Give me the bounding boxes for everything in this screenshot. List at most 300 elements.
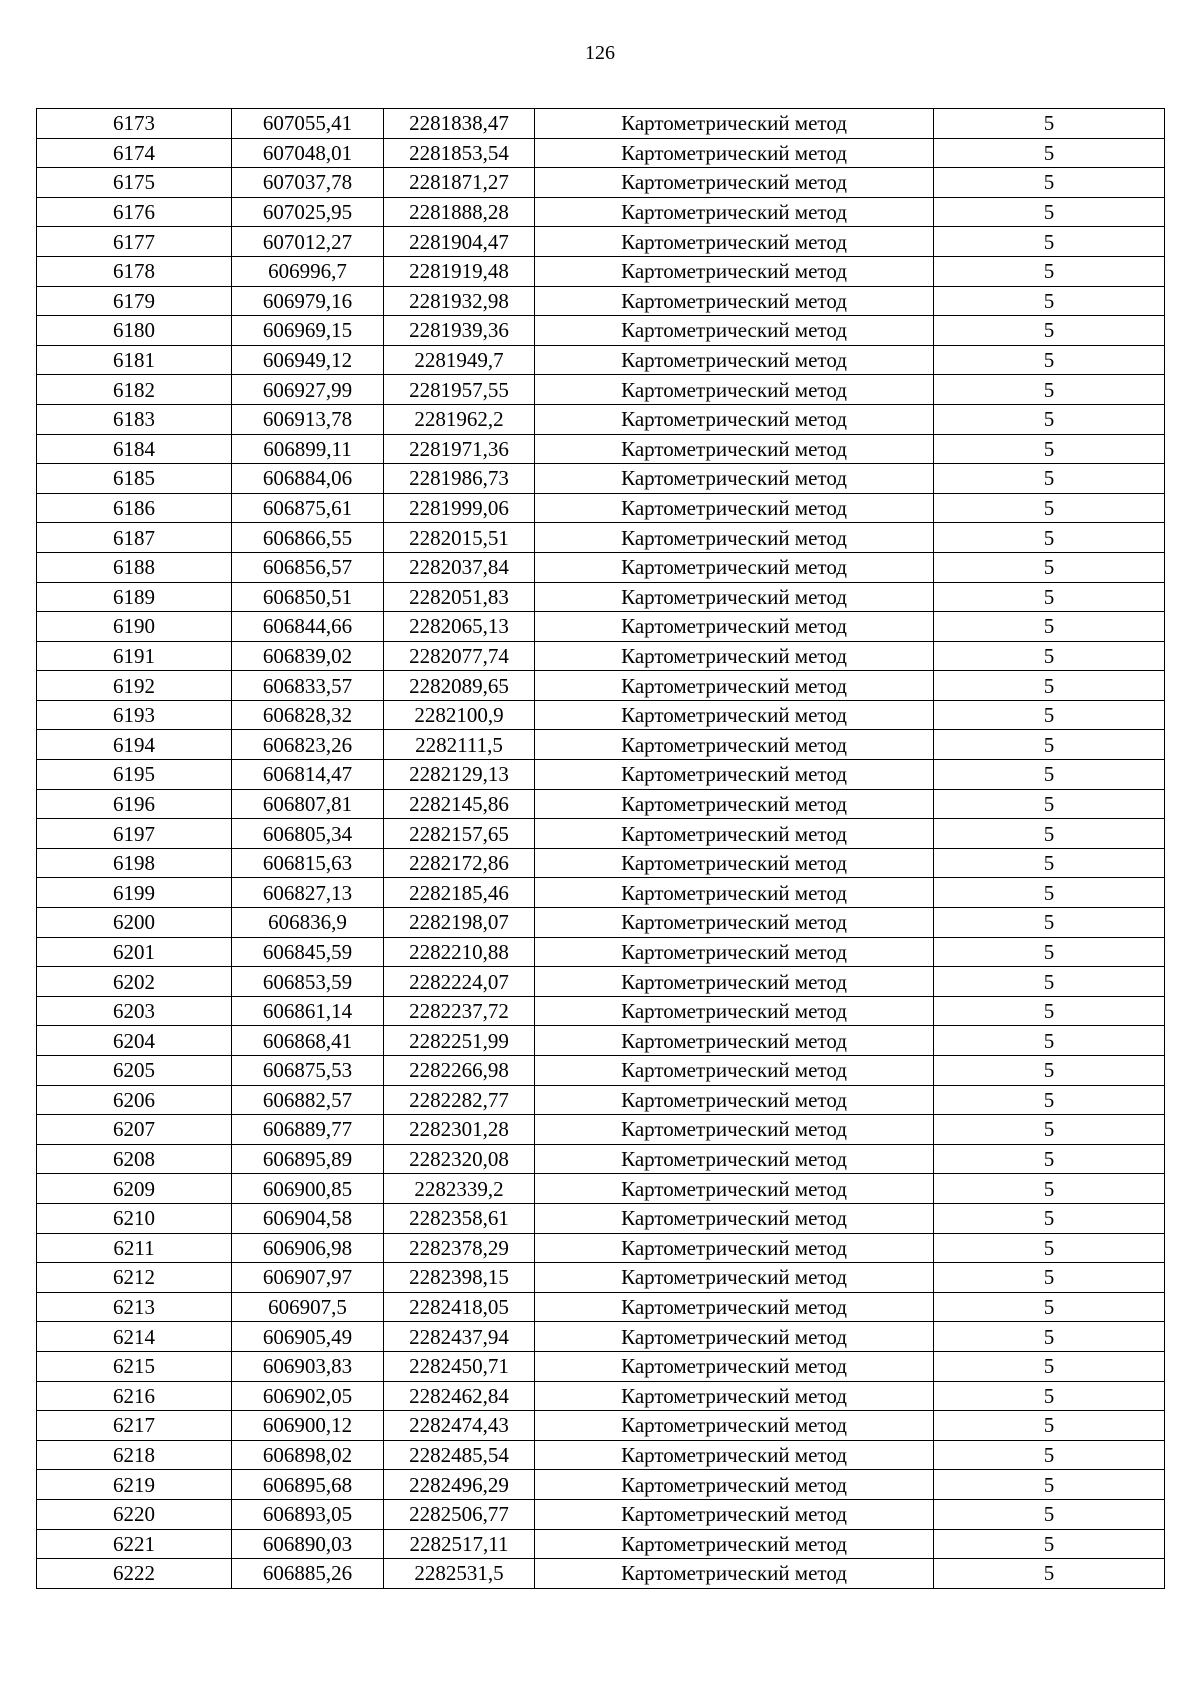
table-row <box>37 1292 1165 1322</box>
point-number-cell: 6216 <box>37 1381 232 1411</box>
method-cell: Картометрический метод <box>535 1056 934 1086</box>
y-coordinate-cell: 2282398,15 <box>384 1263 535 1293</box>
method-cell: Картометрический метод <box>535 109 934 139</box>
point-number-cell: 6210 <box>37 1203 232 1233</box>
x-coordinate-cell: 606850,51 <box>232 582 384 612</box>
y-coordinate-cell: 2281999,06 <box>384 493 535 523</box>
accuracy-cell: 5 <box>934 286 1165 316</box>
y-coordinate-cell: 2282301,28 <box>384 1115 535 1145</box>
table-row <box>37 1440 1165 1470</box>
point-number-cell: 6198 <box>37 848 232 878</box>
y-coordinate-cell: 2281986,73 <box>384 464 535 494</box>
table-row <box>37 700 1165 730</box>
table-row <box>37 1351 1165 1381</box>
method-cell: Картометрический метод <box>535 1174 934 1204</box>
method-cell: Картометрический метод <box>535 760 934 790</box>
method-cell: Картометрический метод <box>535 552 934 582</box>
point-number-cell: 6191 <box>37 641 232 671</box>
method-cell: Картометрический метод <box>535 1085 934 1115</box>
point-number-cell: 6217 <box>37 1411 232 1441</box>
point-number-cell: 6220 <box>37 1499 232 1529</box>
method-cell: Картометрический метод <box>535 1144 934 1174</box>
method-cell: Картометрический метод <box>535 730 934 760</box>
point-number-cell: 6182 <box>37 375 232 405</box>
point-number-cell: 6219 <box>37 1470 232 1500</box>
method-cell: Картометрический метод <box>535 1559 934 1589</box>
accuracy-cell: 5 <box>934 1381 1165 1411</box>
method-cell: Картометрический метод <box>535 434 934 464</box>
y-coordinate-cell: 2282496,29 <box>384 1470 535 1500</box>
y-coordinate-cell: 2282266,98 <box>384 1056 535 1086</box>
table-row <box>37 1411 1165 1441</box>
y-coordinate-cell: 2281853,54 <box>384 138 535 168</box>
coordinates-table <box>36 108 1165 1589</box>
method-cell: Картометрический метод <box>535 1263 934 1293</box>
table-row <box>37 1263 1165 1293</box>
point-number-cell: 6201 <box>37 937 232 967</box>
x-coordinate-cell: 606893,05 <box>232 1499 384 1529</box>
y-coordinate-cell: 2282077,74 <box>384 641 535 671</box>
accuracy-cell: 5 <box>934 612 1165 642</box>
method-cell: Картометрический метод <box>535 612 934 642</box>
table-row <box>37 316 1165 346</box>
y-coordinate-cell: 2282065,13 <box>384 612 535 642</box>
table-row <box>37 996 1165 1026</box>
method-cell: Картометрический метод <box>535 168 934 198</box>
accuracy-cell: 5 <box>934 1292 1165 1322</box>
y-coordinate-cell: 2282237,72 <box>384 996 535 1026</box>
method-cell: Картометрический метод <box>535 967 934 997</box>
y-coordinate-cell: 2282172,86 <box>384 848 535 878</box>
x-coordinate-cell: 606899,11 <box>232 434 384 464</box>
method-cell: Картометрический метод <box>535 1381 934 1411</box>
y-coordinate-cell: 2281919,48 <box>384 256 535 286</box>
y-coordinate-cell: 2282437,94 <box>384 1322 535 1352</box>
point-number-cell: 6197 <box>37 819 232 849</box>
y-coordinate-cell: 2282100,9 <box>384 700 535 730</box>
table-row <box>37 878 1165 908</box>
point-number-cell: 6196 <box>37 789 232 819</box>
x-coordinate-cell: 606907,97 <box>232 1263 384 1293</box>
method-cell: Картометрический метод <box>535 227 934 257</box>
accuracy-cell: 5 <box>934 1322 1165 1352</box>
table-row <box>37 1056 1165 1086</box>
point-number-cell: 6178 <box>37 256 232 286</box>
accuracy-cell: 5 <box>934 641 1165 671</box>
accuracy-cell: 5 <box>934 552 1165 582</box>
point-number-cell: 6193 <box>37 700 232 730</box>
y-coordinate-cell: 2282224,07 <box>384 967 535 997</box>
method-cell: Картометрический метод <box>535 375 934 405</box>
method-cell: Картометрический метод <box>535 197 934 227</box>
method-cell: Картометрический метод <box>535 1233 934 1263</box>
y-coordinate-cell: 2282015,51 <box>384 523 535 553</box>
point-number-cell: 6189 <box>37 582 232 612</box>
table-row <box>37 1381 1165 1411</box>
method-cell: Картометрический метод <box>535 671 934 701</box>
point-number-cell: 6187 <box>37 523 232 553</box>
accuracy-cell: 5 <box>934 1499 1165 1529</box>
table-row <box>37 671 1165 701</box>
point-number-cell: 6194 <box>37 730 232 760</box>
y-coordinate-cell: 2282198,07 <box>384 908 535 938</box>
accuracy-cell: 5 <box>934 908 1165 938</box>
point-number-cell: 6188 <box>37 552 232 582</box>
method-cell: Картометрический метод <box>535 1203 934 1233</box>
x-coordinate-cell: 606890,03 <box>232 1529 384 1559</box>
y-coordinate-cell: 2282145,86 <box>384 789 535 819</box>
y-coordinate-cell: 2281871,27 <box>384 168 535 198</box>
accuracy-cell: 5 <box>934 671 1165 701</box>
y-coordinate-cell: 2282185,46 <box>384 878 535 908</box>
point-number-cell: 6183 <box>37 404 232 434</box>
table-row <box>37 1470 1165 1500</box>
point-number-cell: 6184 <box>37 434 232 464</box>
accuracy-cell: 5 <box>934 878 1165 908</box>
accuracy-cell: 5 <box>934 996 1165 1026</box>
x-coordinate-cell: 607048,01 <box>232 138 384 168</box>
method-cell: Картометрический метод <box>535 1115 934 1145</box>
x-coordinate-cell: 606833,57 <box>232 671 384 701</box>
x-coordinate-cell: 606807,81 <box>232 789 384 819</box>
x-coordinate-cell: 606805,34 <box>232 819 384 849</box>
x-coordinate-cell: 606906,98 <box>232 1233 384 1263</box>
method-cell: Картометрический метод <box>535 286 934 316</box>
x-coordinate-cell: 606868,41 <box>232 1026 384 1056</box>
accuracy-cell: 5 <box>934 1470 1165 1500</box>
y-coordinate-cell: 2281904,47 <box>384 227 535 257</box>
point-number-cell: 6181 <box>37 345 232 375</box>
y-coordinate-cell: 2282157,65 <box>384 819 535 849</box>
accuracy-cell: 5 <box>934 316 1165 346</box>
x-coordinate-cell: 606856,57 <box>232 552 384 582</box>
point-number-cell: 6179 <box>37 286 232 316</box>
x-coordinate-cell: 607055,41 <box>232 109 384 139</box>
x-coordinate-cell: 606913,78 <box>232 404 384 434</box>
x-coordinate-cell: 606889,77 <box>232 1115 384 1145</box>
y-coordinate-cell: 2282378,29 <box>384 1233 535 1263</box>
point-number-cell: 6206 <box>37 1085 232 1115</box>
point-number-cell: 6176 <box>37 197 232 227</box>
method-cell: Картометрический метод <box>535 1440 934 1470</box>
method-cell: Картометрический метод <box>535 1322 934 1352</box>
x-coordinate-cell: 606845,59 <box>232 937 384 967</box>
y-coordinate-cell: 2281949,7 <box>384 345 535 375</box>
x-coordinate-cell: 606895,68 <box>232 1470 384 1500</box>
x-coordinate-cell: 606836,9 <box>232 908 384 938</box>
table-row <box>37 1203 1165 1233</box>
method-cell: Картометрический метод <box>535 345 934 375</box>
accuracy-cell: 5 <box>934 937 1165 967</box>
x-coordinate-cell: 606844,66 <box>232 612 384 642</box>
table-row <box>37 937 1165 967</box>
x-coordinate-cell: 606902,05 <box>232 1381 384 1411</box>
accuracy-cell: 5 <box>934 730 1165 760</box>
y-coordinate-cell: 2282485,54 <box>384 1440 535 1470</box>
x-coordinate-cell: 606828,32 <box>232 700 384 730</box>
point-number-cell: 6222 <box>37 1559 232 1589</box>
y-coordinate-cell: 2282474,43 <box>384 1411 535 1441</box>
point-number-cell: 6214 <box>37 1322 232 1352</box>
y-coordinate-cell: 2282358,61 <box>384 1203 535 1233</box>
table-row <box>37 493 1165 523</box>
accuracy-cell: 5 <box>934 109 1165 139</box>
table-row <box>37 109 1165 139</box>
x-coordinate-cell: 606861,14 <box>232 996 384 1026</box>
y-coordinate-cell: 2282320,08 <box>384 1144 535 1174</box>
table-row <box>37 582 1165 612</box>
method-cell: Картометрический метод <box>535 1351 934 1381</box>
y-coordinate-cell: 2282450,71 <box>384 1351 535 1381</box>
point-number-cell: 6211 <box>37 1233 232 1263</box>
y-coordinate-cell: 2282282,77 <box>384 1085 535 1115</box>
table-row <box>37 1322 1165 1352</box>
x-coordinate-cell: 606996,7 <box>232 256 384 286</box>
coordinates-table-body <box>37 109 1165 1589</box>
x-coordinate-cell: 606875,53 <box>232 1056 384 1086</box>
table-row <box>37 730 1165 760</box>
accuracy-cell: 5 <box>934 227 1165 257</box>
method-cell: Картометрический метод <box>535 848 934 878</box>
method-cell: Картометрический метод <box>535 493 934 523</box>
table-row <box>37 138 1165 168</box>
table-row <box>37 612 1165 642</box>
method-cell: Картометрический метод <box>535 404 934 434</box>
table-row <box>37 641 1165 671</box>
point-number-cell: 6213 <box>37 1292 232 1322</box>
x-coordinate-cell: 606895,89 <box>232 1144 384 1174</box>
accuracy-cell: 5 <box>934 582 1165 612</box>
table-row <box>37 1499 1165 1529</box>
point-number-cell: 6199 <box>37 878 232 908</box>
y-coordinate-cell: 2282037,84 <box>384 552 535 582</box>
table-row <box>37 552 1165 582</box>
x-coordinate-cell: 606827,13 <box>232 878 384 908</box>
table-row <box>37 464 1165 494</box>
x-coordinate-cell: 606907,5 <box>232 1292 384 1322</box>
y-coordinate-cell: 2282129,13 <box>384 760 535 790</box>
point-number-cell: 6205 <box>37 1056 232 1086</box>
x-coordinate-cell: 606949,12 <box>232 345 384 375</box>
table-row <box>37 1233 1165 1263</box>
accuracy-cell: 5 <box>934 464 1165 494</box>
point-number-cell: 6218 <box>37 1440 232 1470</box>
method-cell: Картометрический метод <box>535 1499 934 1529</box>
y-coordinate-cell: 2281888,28 <box>384 197 535 227</box>
y-coordinate-cell: 2282517,11 <box>384 1529 535 1559</box>
x-coordinate-cell: 606904,58 <box>232 1203 384 1233</box>
y-coordinate-cell: 2281932,98 <box>384 286 535 316</box>
point-number-cell: 6186 <box>37 493 232 523</box>
point-number-cell: 6192 <box>37 671 232 701</box>
accuracy-cell: 5 <box>934 700 1165 730</box>
method-cell: Картометрический метод <box>535 523 934 553</box>
x-coordinate-cell: 606882,57 <box>232 1085 384 1115</box>
method-cell: Картометрический метод <box>535 1026 934 1056</box>
accuracy-cell: 5 <box>934 789 1165 819</box>
accuracy-cell: 5 <box>934 256 1165 286</box>
point-number-cell: 6200 <box>37 908 232 938</box>
x-coordinate-cell: 606905,49 <box>232 1322 384 1352</box>
table-row <box>37 967 1165 997</box>
method-cell: Картометрический метод <box>535 464 934 494</box>
y-coordinate-cell: 2281939,36 <box>384 316 535 346</box>
accuracy-cell: 5 <box>934 1174 1165 1204</box>
x-coordinate-cell: 607037,78 <box>232 168 384 198</box>
table-row <box>37 1559 1165 1589</box>
y-coordinate-cell: 2282339,2 <box>384 1174 535 1204</box>
method-cell: Картометрический метод <box>535 908 934 938</box>
page-number: 126 <box>585 42 615 64</box>
table-row <box>37 197 1165 227</box>
point-number-cell: 6202 <box>37 967 232 997</box>
y-coordinate-cell: 2282418,05 <box>384 1292 535 1322</box>
table-row <box>37 819 1165 849</box>
x-coordinate-cell: 606814,47 <box>232 760 384 790</box>
accuracy-cell: 5 <box>934 848 1165 878</box>
x-coordinate-cell: 606898,02 <box>232 1440 384 1470</box>
point-number-cell: 6173 <box>37 109 232 139</box>
x-coordinate-cell: 606903,83 <box>232 1351 384 1381</box>
method-cell: Картометрический метод <box>535 1292 934 1322</box>
x-coordinate-cell: 606853,59 <box>232 967 384 997</box>
method-cell: Картометрический метод <box>535 138 934 168</box>
x-coordinate-cell: 606839,02 <box>232 641 384 671</box>
accuracy-cell: 5 <box>934 523 1165 553</box>
table-row <box>37 908 1165 938</box>
accuracy-cell: 5 <box>934 1056 1165 1086</box>
y-coordinate-cell: 2282111,5 <box>384 730 535 760</box>
accuracy-cell: 5 <box>934 493 1165 523</box>
accuracy-cell: 5 <box>934 345 1165 375</box>
accuracy-cell: 5 <box>934 1085 1165 1115</box>
accuracy-cell: 5 <box>934 1559 1165 1589</box>
y-coordinate-cell: 2281838,47 <box>384 109 535 139</box>
table-row <box>37 1026 1165 1056</box>
accuracy-cell: 5 <box>934 1026 1165 1056</box>
method-cell: Картометрический метод <box>535 878 934 908</box>
table-row <box>37 789 1165 819</box>
y-coordinate-cell: 2282051,83 <box>384 582 535 612</box>
point-number-cell: 6180 <box>37 316 232 346</box>
accuracy-cell: 5 <box>934 197 1165 227</box>
table-row <box>37 1529 1165 1559</box>
y-coordinate-cell: 2281971,36 <box>384 434 535 464</box>
accuracy-cell: 5 <box>934 138 1165 168</box>
accuracy-cell: 5 <box>934 434 1165 464</box>
x-coordinate-cell: 606900,85 <box>232 1174 384 1204</box>
accuracy-cell: 5 <box>934 1144 1165 1174</box>
accuracy-cell: 5 <box>934 168 1165 198</box>
point-number-cell: 6175 <box>37 168 232 198</box>
point-number-cell: 6185 <box>37 464 232 494</box>
table-row <box>37 434 1165 464</box>
y-coordinate-cell: 2282506,77 <box>384 1499 535 1529</box>
table-row <box>37 760 1165 790</box>
table-row <box>37 227 1165 257</box>
x-coordinate-cell: 606969,15 <box>232 316 384 346</box>
method-cell: Картометрический метод <box>535 316 934 346</box>
table-row <box>37 1115 1165 1145</box>
table-row <box>37 1144 1165 1174</box>
accuracy-cell: 5 <box>934 967 1165 997</box>
x-coordinate-cell: 606885,26 <box>232 1559 384 1589</box>
table-row <box>37 168 1165 198</box>
method-cell: Картометрический метод <box>535 582 934 612</box>
point-number-cell: 6190 <box>37 612 232 642</box>
table-row <box>37 848 1165 878</box>
table-row <box>37 375 1165 405</box>
accuracy-cell: 5 <box>934 1440 1165 1470</box>
accuracy-cell: 5 <box>934 1263 1165 1293</box>
method-cell: Картометрический метод <box>535 256 934 286</box>
method-cell: Картометрический метод <box>535 819 934 849</box>
accuracy-cell: 5 <box>934 375 1165 405</box>
point-number-cell: 6195 <box>37 760 232 790</box>
table-row <box>37 286 1165 316</box>
point-number-cell: 6204 <box>37 1026 232 1056</box>
y-coordinate-cell: 2281957,55 <box>384 375 535 405</box>
table-row <box>37 523 1165 553</box>
table-row <box>37 1174 1165 1204</box>
point-number-cell: 6215 <box>37 1351 232 1381</box>
accuracy-cell: 5 <box>934 1529 1165 1559</box>
table-row <box>37 256 1165 286</box>
method-cell: Картометрический метод <box>535 1529 934 1559</box>
point-number-cell: 6209 <box>37 1174 232 1204</box>
point-number-cell: 6207 <box>37 1115 232 1145</box>
point-number-cell: 6221 <box>37 1529 232 1559</box>
y-coordinate-cell: 2282251,99 <box>384 1026 535 1056</box>
accuracy-cell: 5 <box>934 760 1165 790</box>
point-number-cell: 6203 <box>37 996 232 1026</box>
accuracy-cell: 5 <box>934 404 1165 434</box>
accuracy-cell: 5 <box>934 1115 1165 1145</box>
x-coordinate-cell: 606815,63 <box>232 848 384 878</box>
method-cell: Картометрический метод <box>535 996 934 1026</box>
point-number-cell: 6174 <box>37 138 232 168</box>
method-cell: Картометрический метод <box>535 700 934 730</box>
y-coordinate-cell: 2282089,65 <box>384 671 535 701</box>
table-row <box>37 404 1165 434</box>
x-coordinate-cell: 606927,99 <box>232 375 384 405</box>
y-coordinate-cell: 2282462,84 <box>384 1381 535 1411</box>
point-number-cell: 6177 <box>37 227 232 257</box>
x-coordinate-cell: 606900,12 <box>232 1411 384 1441</box>
x-coordinate-cell: 606884,06 <box>232 464 384 494</box>
x-coordinate-cell: 606875,61 <box>232 493 384 523</box>
accuracy-cell: 5 <box>934 1203 1165 1233</box>
method-cell: Картометрический метод <box>535 937 934 967</box>
accuracy-cell: 5 <box>934 1351 1165 1381</box>
point-number-cell: 6212 <box>37 1263 232 1293</box>
y-coordinate-cell: 2282531,5 <box>384 1559 535 1589</box>
table-row <box>37 345 1165 375</box>
method-cell: Картометрический метод <box>535 1411 934 1441</box>
x-coordinate-cell: 607025,95 <box>232 197 384 227</box>
y-coordinate-cell: 2282210,88 <box>384 937 535 967</box>
x-coordinate-cell: 607012,27 <box>232 227 384 257</box>
x-coordinate-cell: 606979,16 <box>232 286 384 316</box>
accuracy-cell: 5 <box>934 1233 1165 1263</box>
y-coordinate-cell: 2281962,2 <box>384 404 535 434</box>
x-coordinate-cell: 606823,26 <box>232 730 384 760</box>
method-cell: Картометрический метод <box>535 789 934 819</box>
accuracy-cell: 5 <box>934 1411 1165 1441</box>
method-cell: Картометрический метод <box>535 641 934 671</box>
method-cell: Картометрический метод <box>535 1470 934 1500</box>
table-row <box>37 1085 1165 1115</box>
